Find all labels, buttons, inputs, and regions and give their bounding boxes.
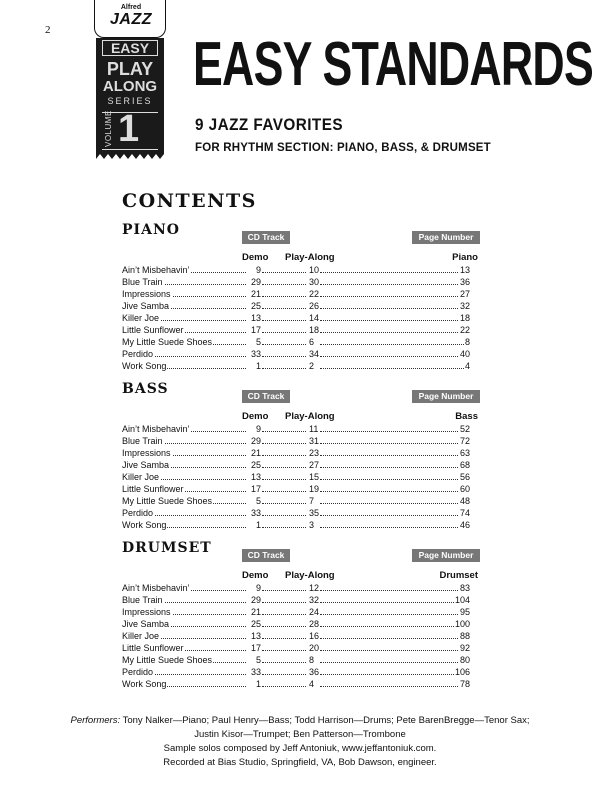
demo-track: 17 (248, 483, 261, 495)
page-number-cell: 56 (459, 472, 470, 482)
play-along-track: 11 (309, 424, 319, 434)
play-along-track: 6 (309, 337, 315, 347)
table-row (122, 519, 470, 531)
contents-rows (122, 423, 470, 531)
demo-track: 13 (248, 630, 261, 642)
demo-track: 25 (248, 300, 261, 312)
song-title: My Little Suede Shoes (122, 496, 213, 506)
page-number-cell: 72 (459, 436, 470, 446)
dot-leader (262, 276, 306, 285)
series-logo-badge (94, 0, 166, 160)
dot-leader (320, 678, 468, 687)
page-number-cell: 40 (459, 349, 470, 359)
demo-track: 29 (248, 276, 261, 288)
dot-leader (262, 654, 306, 663)
play-along-track: 28 (309, 619, 320, 629)
dot-leader (320, 471, 468, 480)
page-number-cell: 83 (459, 583, 470, 593)
demo-track: 33 (248, 348, 261, 360)
dot-leader (320, 324, 468, 333)
song-title: Perdido (122, 508, 154, 518)
dot-leader (262, 606, 306, 615)
demo-track: 21 (248, 288, 261, 300)
demo-column-header: Demo (242, 411, 269, 422)
page-number-cell: 106 (454, 667, 470, 677)
dot-leader (320, 495, 468, 504)
demo-track: 17 (248, 642, 261, 654)
demo-column-header: Demo (242, 570, 269, 581)
play-along-track: 10 (309, 265, 320, 275)
demo-track: 9 (248, 423, 261, 435)
dot-leader (320, 435, 468, 444)
play-along-track: 3 (309, 520, 315, 530)
demo-track: 9 (248, 582, 261, 594)
table-row (122, 435, 470, 447)
performers-line2: Justin Kisor—Trumpet; Ben Patterson—Trombone (194, 729, 406, 740)
credits-block (0, 714, 600, 770)
table-row (122, 666, 470, 678)
song-title: Work Song (122, 361, 167, 371)
play-along-track: 26 (309, 301, 320, 311)
song-title: Work Song (122, 679, 167, 689)
badge-dark-panel (96, 38, 164, 152)
dot-leader (262, 264, 306, 273)
page-number-cell: 8 (464, 337, 470, 347)
series-logo-text: SERIES (107, 96, 153, 106)
along-logo-text: ALONG (102, 78, 158, 95)
song-title: Work Song (122, 520, 167, 530)
play-along-track: 24 (309, 607, 320, 617)
recording-credit: Recorded at Bias Studio, Springfield, VA, Bob Dawson, engineer. (163, 757, 437, 768)
demo-track: 29 (248, 594, 261, 606)
demo-track: 5 (248, 336, 261, 348)
demo-track: 13 (248, 471, 261, 483)
play-along-track: 4 (309, 679, 315, 689)
table-row (122, 288, 470, 300)
contents-rows (122, 264, 470, 372)
dot-leader (262, 594, 306, 603)
performers-line1: Tony Nalker—Piano; Paul Henry—Bass; Todd Harrison—Drums; Pete BarenBregge—Tenor Sax; (122, 715, 530, 726)
page-number-cell: 100 (454, 619, 470, 629)
dot-leader (320, 360, 468, 369)
song-title: Blue Train (122, 277, 163, 287)
play-along-track: 18 (309, 325, 320, 335)
page-number-cell: 104 (454, 595, 470, 605)
demo-track: 21 (248, 447, 261, 459)
dot-leader (320, 507, 468, 516)
dot-leader (262, 618, 306, 627)
play-along-track: 23 (309, 448, 320, 458)
play-along-track: 35 (309, 508, 320, 518)
table-row (122, 582, 470, 594)
song-title: Blue Train (122, 436, 163, 446)
song-title: Impressions (122, 289, 171, 299)
dot-leader (320, 594, 468, 603)
dot-leader (262, 360, 306, 369)
dot-leader (262, 666, 306, 675)
dot-leader (262, 471, 306, 480)
play-along-track: 36 (309, 667, 320, 677)
dot-leader (262, 288, 306, 297)
dot-leader (320, 606, 468, 615)
play-along-track: 7 (309, 496, 315, 506)
dot-leader (320, 630, 468, 639)
page-number-cell: 22 (459, 325, 470, 335)
table-row (122, 447, 470, 459)
dot-leader (262, 435, 306, 444)
volume-label: VOLUME (104, 110, 113, 147)
demo-track: 29 (248, 435, 261, 447)
dot-leader (262, 447, 306, 456)
section-title: BASS (122, 381, 169, 397)
demo-track: 5 (248, 495, 261, 507)
table-row (122, 336, 470, 348)
page-number-tag: Page Number (412, 231, 480, 244)
contents-heading: CONTENTS (122, 190, 257, 212)
play-along-track: 20 (309, 643, 320, 653)
demo-track: 33 (248, 507, 261, 519)
page-column-header: Drumset (439, 570, 478, 581)
song-title: Little Sunflower (122, 643, 184, 653)
table-row (122, 507, 470, 519)
dot-leader (262, 423, 306, 432)
table-row (122, 264, 470, 276)
page-number-cell: 27 (459, 289, 470, 299)
dot-leader (262, 483, 306, 492)
demo-track: 5 (248, 654, 261, 666)
song-title: Killer Joe (122, 472, 160, 482)
song-title: Little Sunflower (122, 484, 184, 494)
section-title: PIANO (122, 222, 180, 238)
play-along-track: 14 (309, 313, 320, 323)
table-row (122, 495, 470, 507)
play-along-track: 8 (309, 655, 315, 665)
book-title: EASY STANDARDS (193, 30, 594, 99)
demo-track: 1 (248, 519, 261, 531)
page-number-cell: 46 (459, 520, 470, 530)
song-title: My Little Suede Shoes (122, 655, 213, 665)
song-title: Blue Train (122, 595, 163, 605)
song-title: My Little Suede Shoes (122, 337, 213, 347)
play-along-track: 32 (309, 595, 320, 605)
play-along-track: 27 (309, 460, 320, 470)
table-row (122, 348, 470, 360)
dot-leader (262, 348, 306, 357)
dot-leader (320, 447, 468, 456)
page-number-cell: 68 (459, 460, 470, 470)
page-number-cell: 4 (464, 361, 470, 371)
page-number-tag: Page Number (412, 390, 480, 403)
page-column-header: Piano (452, 252, 478, 263)
dot-leader (320, 618, 468, 627)
page-number-cell: 36 (459, 277, 470, 287)
dot-leader (262, 495, 306, 504)
dot-leader (320, 582, 468, 591)
table-row (122, 630, 470, 642)
dot-leader (320, 336, 468, 345)
play-along-track: 34 (309, 349, 320, 359)
play-along-track: 12 (309, 583, 320, 593)
demo-track: 25 (248, 459, 261, 471)
song-title: Perdido (122, 349, 154, 359)
page-column-header: Bass (455, 411, 478, 422)
cd-track-tag: CD Track (242, 231, 290, 244)
play-along-column-header: Play-Along (285, 411, 335, 422)
dot-leader (262, 582, 306, 591)
play-along-track: 2 (309, 361, 315, 371)
page-number-cell: 95 (459, 607, 470, 617)
play-along-track: 31 (309, 436, 320, 446)
table-row (122, 471, 470, 483)
song-title: Impressions (122, 607, 171, 617)
table-row (122, 276, 470, 288)
table-row (122, 324, 470, 336)
publisher-logo-text: Alfred (120, 4, 142, 11)
cd-track-tag: CD Track (242, 549, 290, 562)
demo-track: 9 (248, 264, 261, 276)
song-title: Killer Joe (122, 313, 160, 323)
page-number-cell: 74 (459, 508, 470, 518)
song-title: Jive Samba (122, 460, 170, 470)
easy-logo-text: EASY (102, 40, 158, 56)
dot-leader (320, 666, 468, 675)
table-row (122, 618, 470, 630)
page-number-cell: 80 (459, 655, 470, 665)
page-number-cell: 48 (459, 496, 470, 506)
dot-leader (262, 459, 306, 468)
play-along-track: 15 (309, 472, 320, 482)
dot-leader (320, 654, 468, 663)
dot-leader (262, 312, 306, 321)
song-title: Killer Joe (122, 631, 160, 641)
performers-label: Performers: (70, 715, 121, 726)
play-along-column-header: Play-Along (285, 252, 335, 263)
song-title: Ain’t Misbehavin’ (122, 424, 190, 434)
dot-leader (320, 423, 468, 432)
dot-leader (320, 288, 468, 297)
dot-leader (262, 630, 306, 639)
play-along-track: 22 (309, 289, 320, 299)
dot-leader (262, 300, 306, 309)
book-subtitle: 9 JAZZ FAVORITES (195, 115, 344, 134)
dot-leader (320, 519, 468, 528)
dot-leader (320, 276, 468, 285)
dot-leader (320, 642, 468, 651)
dot-leader (262, 507, 306, 516)
song-title: Jive Samba (122, 301, 170, 311)
table-row (122, 606, 470, 618)
song-title: Jive Samba (122, 619, 170, 629)
table-row (122, 654, 470, 666)
play-logo-text: PLAY (106, 59, 154, 79)
play-along-track: 19 (309, 484, 320, 494)
table-row (122, 360, 470, 372)
demo-track: 1 (248, 678, 261, 690)
table-row (122, 483, 470, 495)
dot-leader (320, 264, 468, 273)
song-title: Ain’t Misbehavin’ (122, 265, 190, 275)
volume-box (102, 108, 158, 150)
table-row (122, 312, 470, 324)
page-number: 2 (45, 24, 51, 36)
table-row (122, 423, 470, 435)
contents-rows (122, 582, 470, 690)
demo-track: 17 (248, 324, 261, 336)
demo-track: 33 (248, 666, 261, 678)
song-title: Impressions (122, 448, 171, 458)
section-title: DRUMSET (122, 540, 212, 556)
badge-zigzag-edge (94, 150, 166, 160)
page-number-cell: 78 (459, 679, 470, 689)
dot-leader (320, 312, 468, 321)
page-number-cell: 92 (459, 643, 470, 653)
table-row (122, 642, 470, 654)
demo-track: 21 (248, 606, 261, 618)
demo-column-header: Demo (242, 252, 269, 263)
book-instrumentation: FOR RHYTHM SECTION: PIANO, BASS, & DRUMSET (195, 142, 491, 154)
play-along-column-header: Play-Along (285, 570, 335, 581)
play-along-track: 30 (309, 277, 320, 287)
dot-leader (320, 459, 468, 468)
dot-leader (262, 642, 306, 651)
demo-track: 25 (248, 618, 261, 630)
dot-leader (262, 336, 306, 345)
jazz-logo-text: JAZZ (110, 11, 152, 28)
badge-top-panel (94, 0, 166, 38)
page-number-cell: 63 (459, 448, 470, 458)
dot-leader (262, 678, 306, 687)
page-number-cell: 88 (459, 631, 470, 641)
cd-track-tag: CD Track (242, 390, 290, 403)
table-row (122, 678, 470, 690)
song-title: Ain’t Misbehavin’ (122, 583, 190, 593)
demo-track: 1 (248, 360, 261, 372)
dot-leader (320, 348, 468, 357)
page-number-cell: 60 (459, 484, 470, 494)
dot-leader (262, 324, 306, 333)
page-number-cell: 32 (459, 301, 470, 311)
song-title: Little Sunflower (122, 325, 184, 335)
dot-leader (262, 519, 306, 528)
dot-leader (320, 483, 468, 492)
solos-credit: Sample solos composed by Jeff Antoniuk, www.jeffantoniuk.com. (163, 743, 437, 754)
performers-line (0, 714, 600, 728)
table-row (122, 459, 470, 471)
song-title: Perdido (122, 667, 154, 677)
page-number-tag: Page Number (412, 549, 480, 562)
dot-leader (320, 300, 468, 309)
table-row (122, 594, 470, 606)
page-number-cell: 18 (459, 313, 470, 323)
page-number-cell: 13 (459, 265, 470, 275)
demo-track: 13 (248, 312, 261, 324)
table-row (122, 300, 470, 312)
volume-number: 1 (118, 108, 140, 150)
play-along-track: 16 (309, 631, 320, 641)
page-number-cell: 52 (459, 424, 470, 434)
